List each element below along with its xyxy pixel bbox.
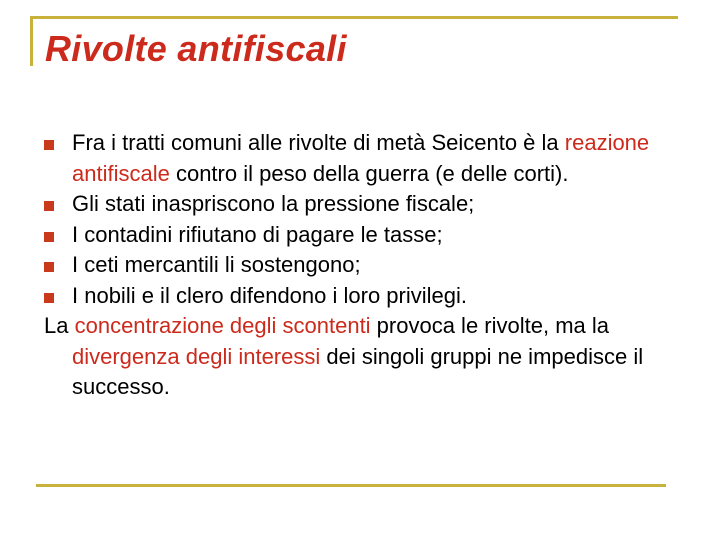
bullet-item (44, 220, 684, 251)
square-bullet-icon (44, 201, 54, 211)
slide-body (44, 128, 684, 403)
square-bullet-icon (44, 293, 54, 303)
bottom-rule (36, 484, 666, 487)
conclusion-text: provoca le rivolte, ma la (370, 313, 609, 338)
conclusion-text: dei singoli gruppi ne impedisce il successo. (72, 343, 644, 399)
square-bullet-icon (44, 232, 54, 242)
item-text: I nobili e il clero difendono i loro privilegi. (72, 282, 467, 308)
highlighted-term: concentrazione degli scontenti (74, 313, 371, 338)
highlighted-term: reazione antifiscale (72, 130, 650, 186)
slide-title: Rivolte antifiscali (45, 28, 347, 69)
left-rule (30, 16, 33, 66)
item-text: Fra i tratti comuni alle rivolte di metà Seicento è la (72, 130, 565, 155)
bullet-item (44, 281, 684, 312)
top-rule (30, 16, 678, 19)
item-text: Gli stati inaspriscono la pressione fiscale; (72, 191, 475, 216)
item-text: I ceti mercantili li sostengono; (72, 252, 361, 277)
square-bullet-icon (44, 140, 54, 150)
bullet-item (44, 250, 684, 281)
square-bullet-icon (44, 262, 54, 272)
bullet-item (44, 128, 684, 189)
item-text: contro il peso della guerra (e delle corti). (169, 160, 569, 186)
bullet-item (44, 189, 684, 220)
item-text: I contadini rifiutano di pagare le tasse; (72, 221, 443, 247)
conclusion-text: La (44, 313, 75, 338)
highlighted-term: divergenza degli interessi (72, 343, 321, 369)
conclusion-paragraph (44, 311, 684, 403)
